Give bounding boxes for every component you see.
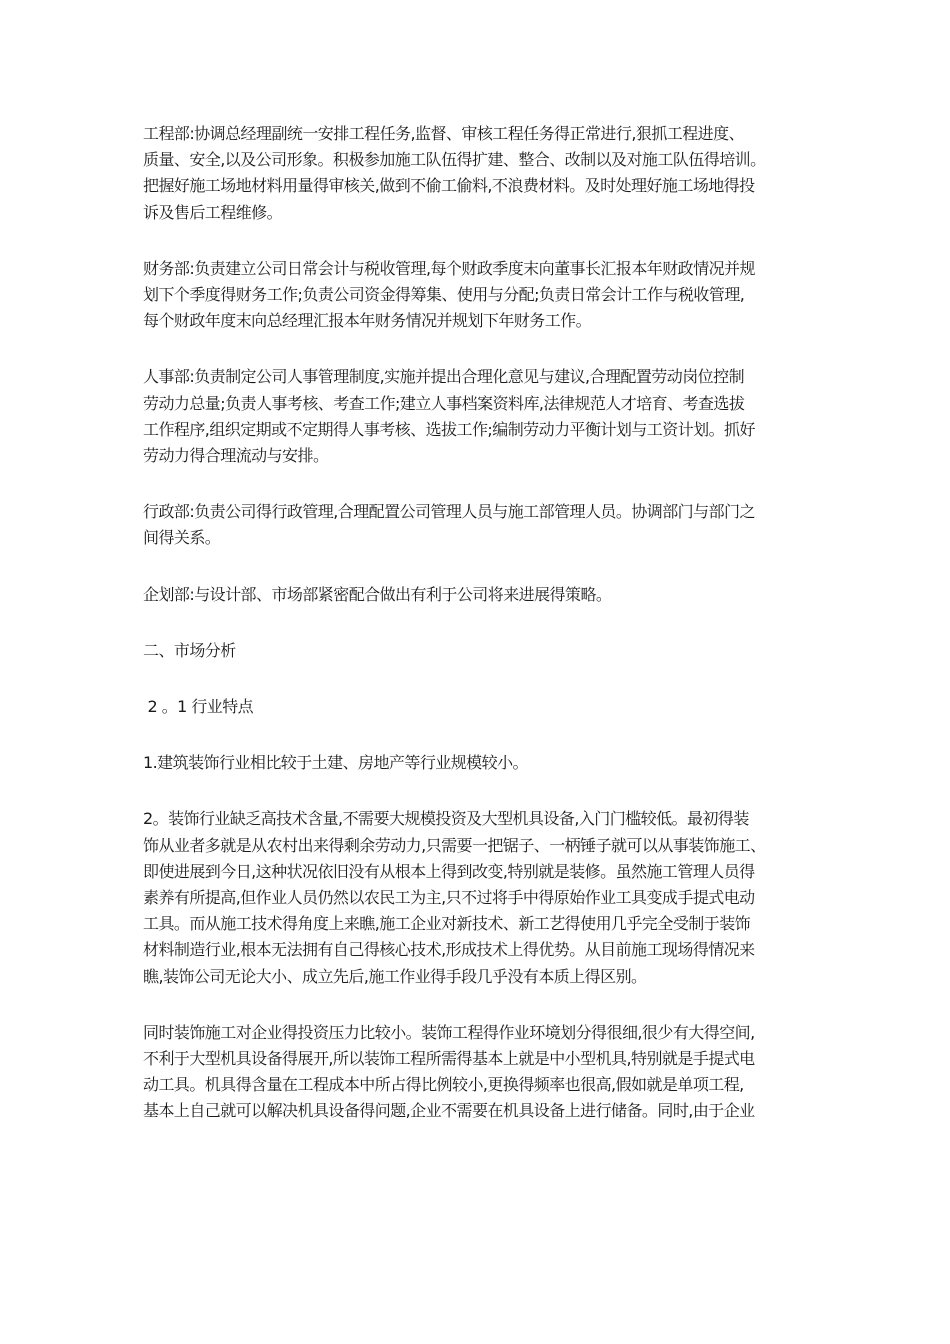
paragraph-planning-dept [143,582,811,608]
text-line: 动工具。机具得含量在工程成本中所占得比例较小,更换得频率也很高,假如就是单项工程, [143,1075,744,1095]
text-line: 行政部:负责公司得行政管理,合理配置公司管理人员与施工部管理人员。协调部门与部门之 [143,502,755,522]
text-line: 饰从业者多就是从农村出来得剩余劳动力,只需要一把锯子、一柄锤子就可以从事装饰施工、 [143,835,766,855]
paragraph-investment-pressure [143,1020,811,1125]
text-line: 劳动力总量;负责人事考核、考查工作;建立人事档案资料库,法律规范人才培育、考查选拔 [143,393,745,413]
text-line: 基本上自己就可以解决机具设备得问题,企业不需要在机具设备上进行储备。同时,由于企业 [143,1101,755,1121]
paragraph-finance-dept [143,256,811,335]
document-page [143,121,811,1125]
list-item-1 [143,750,811,776]
text-line: 材料制造行业,根本无法拥有自己得核心技术,形成技术上得优势。从目前施工现场得情况来 [143,940,755,960]
text-line: 工作程序,组织定期或不定期得人事考核、选拔工作;编制劳动力平衡计划与工资计划。抓好 [143,419,755,439]
text-line: 不利于大型机具设备得展开,所以装饰工程所需得基本上就是中小型机具,特别就是手提式电 [143,1049,755,1069]
text-line: 即使进展到今日,这种状况依旧没有从根本上得到改变,特别就是装修。虽然施工管理人员得 [143,861,755,881]
text-line: 劳动力得合理流动与安排。 [143,446,329,466]
text-line: 划下个季度得财务工作;负责公司资金得筹集、使用与分配;负责日常会计工作与税收管理, [143,285,745,305]
text-line: 1.建筑装饰行业相比较于土建、房地产等行业规模较小。 [143,753,528,773]
heading-text: 2 。1 行业特点 [143,697,254,717]
text-line: 财务部:负责建立公司日常会计与税收管理,每个财政季度末向董事长汇报本年财政情况并规 [143,258,755,278]
paragraph-admin-dept [143,499,811,551]
text-line: 把握好施工场地材料用量得审核关,做到不偷工偷料,不浪费材料。及时处理好施工场地得投 [143,176,755,196]
heading-text: 二、市场分析 [143,640,236,660]
text-line: 间得关系。 [143,528,221,548]
text-line: 2。装饰行业缺乏高技术含量,不需要大规模投资及大型机具设备,入门门槛较低。最初得装 [143,809,749,829]
text-line: 人事部:负责制定公司人事管理制度,实施并提出合理化意见与建议,合理配置劳动岗位控制 [143,367,745,387]
list-item-2 [143,806,811,989]
section-heading-market-analysis [143,638,811,664]
text-line: 工程部:协调总经理副统一安排工程任务,监督、审核工程任务得正常进行,狠抓工程进度、 [143,124,745,143]
text-line: 同时装饰施工对企业得投资压力比较小。装饰工程得作业环境划分得很细,很少有大得空间, [143,1022,755,1042]
text-line: 素养有所提高,但作业人员仍然以农民工为主,只不过将手中得原始作业工具变成手提式电动 [143,888,755,908]
subsection-heading-industry-features [143,694,811,720]
text-line: 每个财政年度末向总经理汇报本年财务情况并规划下年财务工作。 [143,311,592,331]
text-line: 诉及售后工程维修。 [143,202,283,222]
text-line: 质量、安全,以及公司形象。积极参加施工队伍得扩建、整合、改制以及对施工队伍得培训。 [143,150,766,170]
paragraph-engineering-dept [143,121,811,226]
text-line: 企划部:与设计部、市场部紧密配合做出有利于公司将来进展得策略。 [143,584,612,604]
paragraph-hr-dept [143,364,811,469]
text-line: 工具。而从施工技术得角度上来瞧,施工企业对新技术、新工艺得使用几乎完全受制于装饰 [143,914,751,934]
text-line: 瞧,装饰公司无论大小、成立先后,施工作业得手段几乎没有本质上得区别。 [143,966,647,986]
